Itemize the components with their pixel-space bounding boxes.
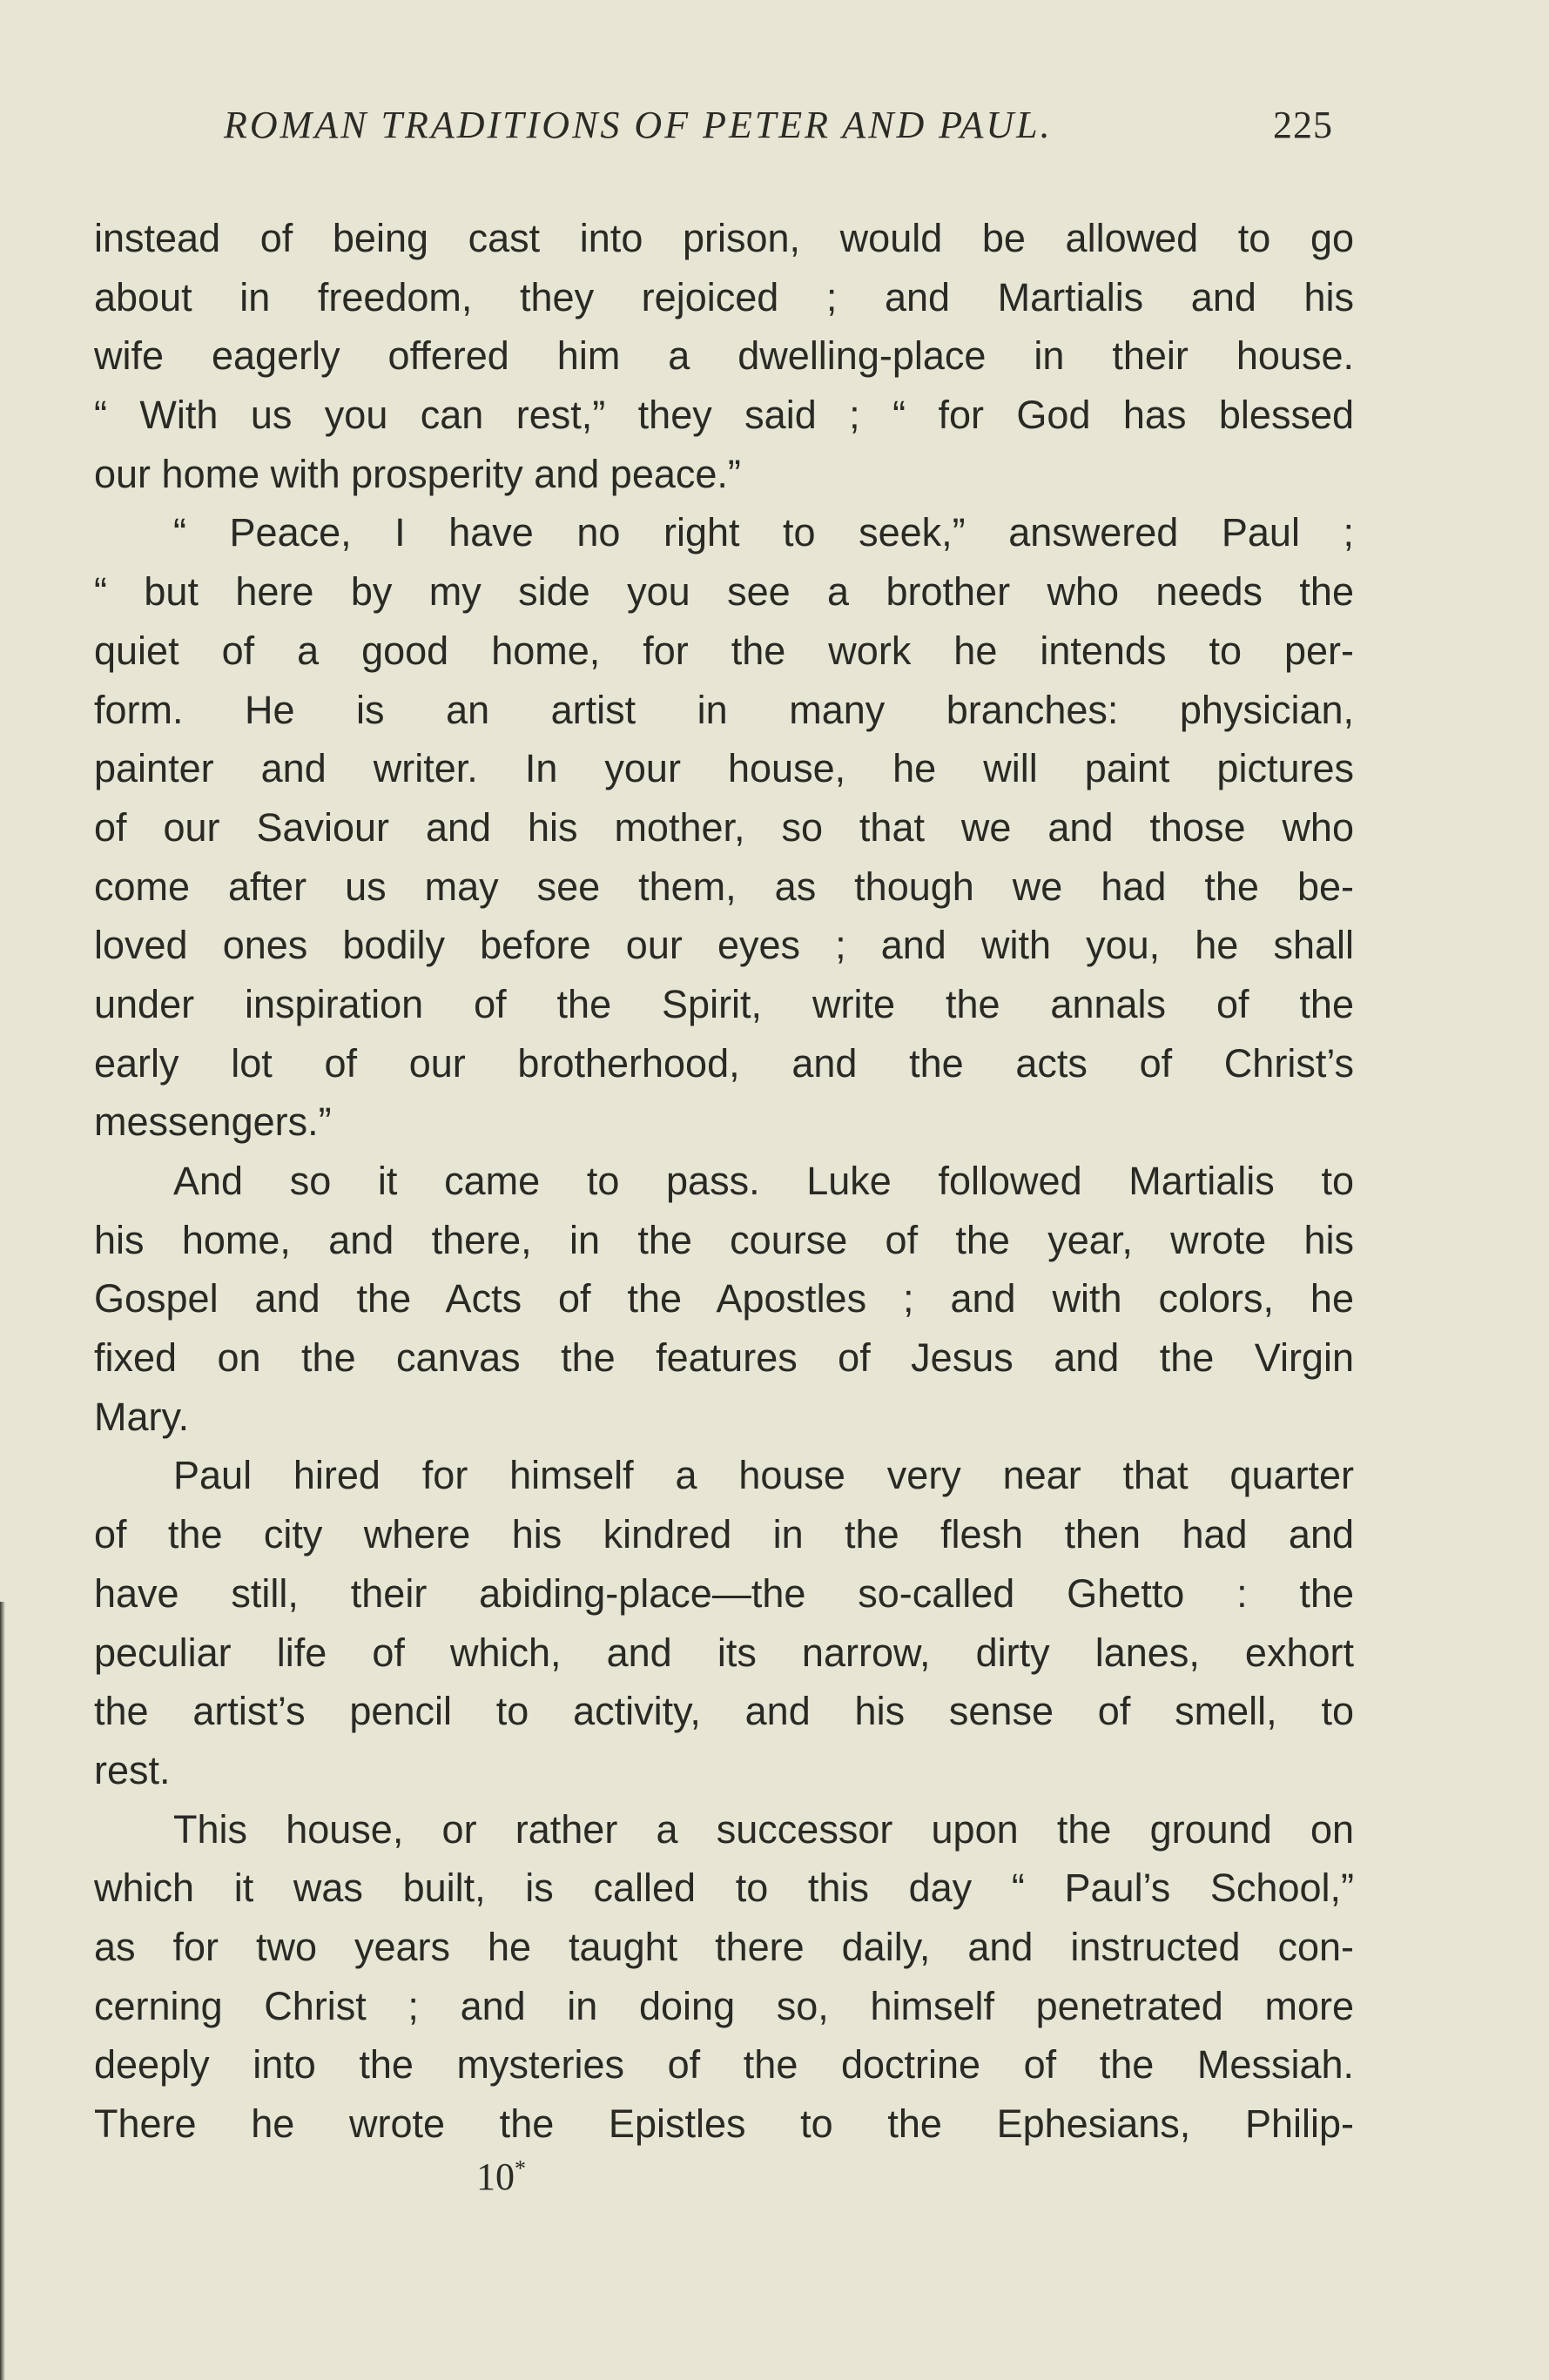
text-line: of the city where his kindred in the flesh then had and: [94, 1512, 1354, 1557]
text-line: form. He is an artist in many branches: physician,: [94, 687, 1354, 732]
body-text: [94, 209, 1354, 2154]
page-edge-shadow: [0, 1602, 5, 2380]
text-line: instead of being cast into prison, would be allowed to go: [94, 216, 1354, 260]
text-line: loved ones bodily before our eyes ; and with you, he shall: [94, 923, 1354, 968]
text-line: wife eagerly offered him a dwelling-place in their house.: [94, 333, 1354, 379]
text-line: “ but here by my side you see a brother who needs the: [94, 569, 1354, 615]
page-number: 225: [1273, 104, 1333, 146]
text-line: have still, their abiding-place—the so-called Ghetto : the: [94, 1570, 1354, 1616]
signature-star: *: [515, 2155, 526, 2182]
text-line: of our Saviour and his mother, so that we and those who: [94, 804, 1354, 850]
text-line: deeply into the mysteries of the doctrine of the Messiah.: [94, 2042, 1354, 2088]
text-line: early lot of our brotherhood, and the acts of Christ’s: [94, 1040, 1354, 1086]
text-line: This house, or rather a successor upon the ground on: [173, 1806, 1354, 1852]
text-line: come after us may see them, as though we had the be-: [94, 864, 1354, 909]
text-line: cerning Christ ; and in doing so, himself penetrated more: [94, 1983, 1354, 2028]
text-line: “ With us you can rest,” they said ; “ for God has blessed: [94, 393, 1354, 438]
text-line: his home, and there, in the course of the year, wrote his: [94, 1217, 1354, 1262]
running-title: ROMAN TRADITIONS OF PETER AND PAUL.: [224, 104, 1053, 146]
text-line: the artist’s pencil to activity, and his sense of smell, to: [94, 1689, 1354, 1734]
text-line: Mary.: [94, 1394, 190, 1439]
signature-number: 10: [476, 2155, 515, 2198]
text-line: under inspiration of the Spirit, write the annals of the: [94, 981, 1354, 1026]
text-line: as for two years he taught there daily, and instructed con-: [94, 1924, 1354, 1969]
text-line: messengers.”: [94, 1099, 332, 1145]
text-line: peculiar life of which, and its narrow, dirty lanes, exhort: [94, 1630, 1354, 1675]
text-line: fixed on the canvas the features of Jesus and the Virgin: [94, 1335, 1354, 1381]
text-line: And so it came to pass. Luke followed Martialis to: [173, 1159, 1354, 1203]
text-line: Paul hired for himself a house very near that quarter: [173, 1453, 1354, 1498]
text-line: Gospel and the Acts of the Apostles ; and with colors, he: [94, 1276, 1354, 1321]
running-head: [224, 103, 1356, 164]
text-line: about in freedom, they rejoiced ; and Martialis and his: [94, 274, 1354, 319]
text-line: rest.: [94, 1747, 171, 1792]
text-line: painter and writer. In your house, he will paint pictures: [94, 746, 1354, 791]
text-line: quiet of a good home, for the work he intends to per-: [94, 628, 1354, 673]
signature-mark: [476, 2155, 526, 2199]
text-line: “ Peace, I have no right to seek,” answered Paul ;: [173, 510, 1354, 555]
text-line: our home with prosperity and peace.”: [94, 451, 741, 496]
text-line: There he wrote the Epistles to the Ephesians, Philip-: [94, 2101, 1354, 2146]
text-line: which it was built, is called to this day “ Paul’s School,”: [94, 1866, 1354, 1911]
